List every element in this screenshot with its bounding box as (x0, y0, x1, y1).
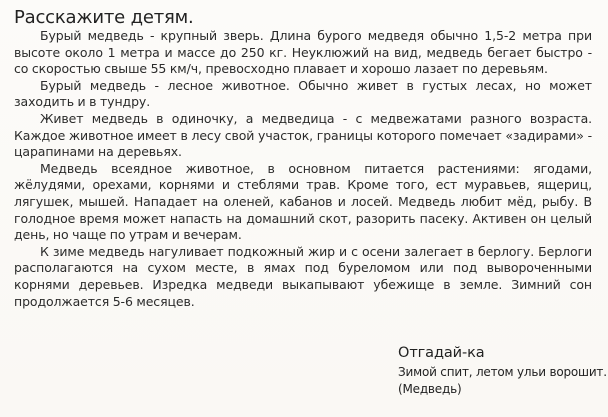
paragraph-territory: Живет медведь в одиночку, а медведица - с медвежатами разного возраста. Каждое животное имеет в лесу свой участок, границы которого помечает «задирами» - царапинами на деревьях. (14, 110, 592, 160)
page-title: Расскажите детям. (14, 7, 194, 28)
riddle-block (398, 344, 607, 398)
paragraph-diet: Медведь всеядное животное, в основном питается растениями: ягодами, жёлудями, орехами, корнями и стеблями трав. Кроме того, ест муравьев, ящериц, лягушек, мышей. Нападает на оленей, кабанов и лосей. Медведь любит мёд, рыбу. В голодное время может напасть на домашний скот, разорить пасеку. Активен он целый день, но чаще по утрам и вечерам. (14, 160, 592, 243)
riddle-answer: (Медведь) (398, 382, 462, 396)
riddle-title: Отгадай-ка (398, 345, 485, 361)
riddle-text: Зимой спит, летом ульи ворошит. (398, 365, 607, 379)
article-body (14, 28, 592, 310)
paragraph-size: Бурый медведь - крупный зверь. Длина бурого медведя обычно 1,5-2 метра при высоте около 1 метра и массе до 250 кг. Неуклюжий на вид, медведь бегает быстро - со скоростью свыше 55 км/ч, превосходно плавает и хорошо лазает по деревьям. (14, 28, 592, 77)
paragraph-hibernation: К зиме медведь нагуливает подкожный жир и с осени залегает в берлогу. Берлоги располагаются на сухом месте, в ямах под буреломом или под вывороченными корнями деревьев. Изредка медведи выкапывают убежище в земле. Зимний сон продолжается 5-6 месяцев. (14, 243, 592, 309)
paragraph-habitat: Бурый медведь - лесное животное. Обычно живет в густых лесах, но может заходить и в тундру. (14, 77, 592, 110)
